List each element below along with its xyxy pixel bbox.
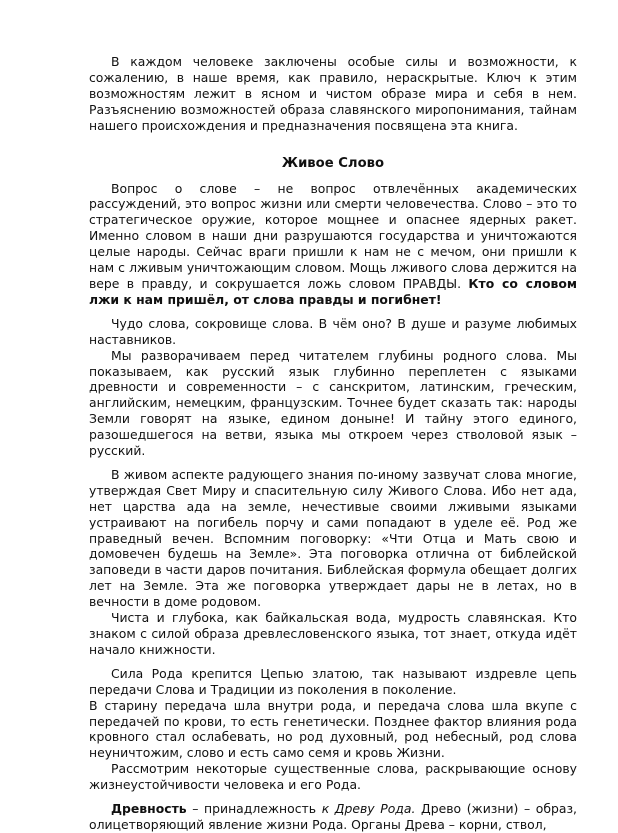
paragraph: Сила Рода крепится Цепью златою, так называют издревле цепь передачи Слова и Традиции из поколения в поколение. — [89, 665, 577, 697]
paragraph-text: Древо (жизни) – образ, олицетворяющий явление жизни Рода. Органы Древа – корни, ствол, — [89, 801, 577, 832]
paragraph: Мы разворачиваем перед читателем глубины родного слова. Мы показываем, как русский язык глубинно переплетен с языками древности и современности – с санскритом, латинским, греческим, английским, немецким, французским. Точнее будет сказать так: народы Земли говорят на языке, едином доныне! И тайну этого единого, разошедшегося на ветви, языка мы откроем через стволовой язык – русский. — [89, 347, 577, 459]
intro-paragraph: В каждом человеке заключены особые силы и возможности, к сожалению, в наше время, как правило, нераскрытые. Ключ к этим возможностям лежит в ясном и чистом образе мира и себя в нем. Разъяснению возможностей образа славянского миропонимания, тайнам нашего происхождения и предназначения посвящена эта книга. — [89, 54, 577, 133]
paragraph — [89, 801, 577, 833]
page-content — [89, 54, 577, 833]
paragraph: В живом аспекте радующего знания по-иному зазвучат слова многие, утверждая Свет Миру и спасительную силу Живого Слова. Ибо нет ада, нет царства ада на земле, нечестивые своими лживыми языками устраивают на погибель порчу и сами попадают в уделе её. Род же праведный вечен. Вспомним поговорку: «Чти Отца и Мать свою и домовечен будешь на Земле». Эта поговорка отлична от библейской заповеди в части даров почитания. Библейская формула обещает долгих лет на Земле. Эта же поговорка утверждает дары не в летах, но в вечности в доме родовом. — [89, 466, 577, 610]
bold-emphasis: Кто со словом лжи к нам пришёл, от слова правды и погибнет! — [89, 275, 577, 307]
paragraph: Чудо слова, сокровище слова. В чём оно? В душе и разуме любимых наставников. — [89, 315, 577, 347]
term: Древность — [111, 801, 187, 817]
paragraph-text: – принадлежность — [186, 801, 322, 817]
section-title: Живое Слово — [281, 155, 385, 171]
paragraph: В старину передача шла внутри рода, и передача слова шла вкупе с передачей по крови, то есть генетически. Позднее фактор влияния рода кровного стал ослабевать, но род духовный, род небесный, род слова неуничтожим, слово и есть само семя и кровь Жизни. — [89, 697, 577, 761]
paragraph-text: Вопрос о слове – не вопрос отвлечённых академических рассуждений, это вопрос жизни или смерти человечества. Слово – это то стратегическое оружие, которое мощнее и опаснее ядерных ракет. Именно словом в наши дни разрушаются государства и уничтожаются целые народы. Сейчас враги пришли к нам не с мечом, они пришли к нам с лживым уничтожающим словом. Мощь лживого слова держится на вере в правду, и сокрушается ложь словом ПРАВДЫ. — [89, 180, 577, 291]
paragraph: Рассмотрим некоторые существенные слова, раскрывающие основу жизнеустойчивости человека и его Рода. — [89, 761, 577, 793]
paragraph: Чиста и глубока, как байкальская вода, мудрость славянская. Кто знаком с силой образа древлесловенского языка, тот знает, откуда идёт начало книжности. — [89, 610, 577, 657]
paragraph — [89, 181, 577, 308]
italic-emphasis: к Древу Рода. — [321, 801, 416, 817]
